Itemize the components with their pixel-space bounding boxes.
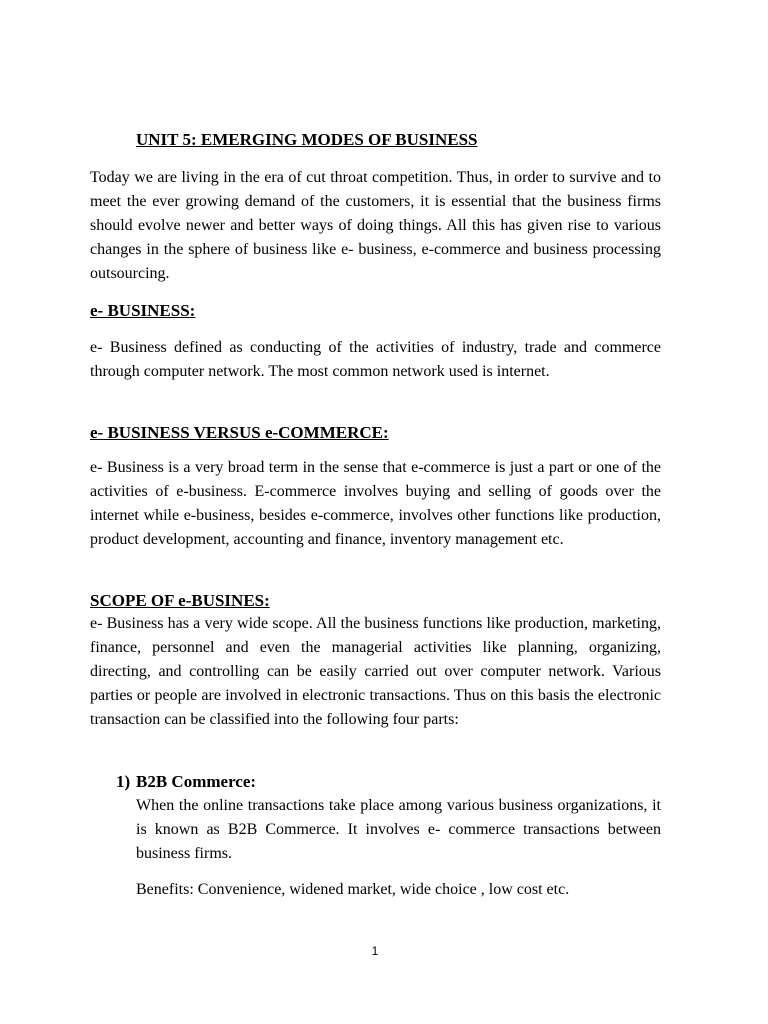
- section-paragraph-business-vs-commerce: e- Business is a very broad term in the sense that e-commerce is just a part or one of the activities of e-business. E-commerce involves buying and selling of goods over the internet while e-business, besides e-commerce, involves other functions like production, product development, accounting and finance, inventory management etc.: [90, 459, 661, 548]
- intro-paragraph: Today we are living in the era of cut throat competition. Thus, in order to survive and to meet the ever growing demand of the customers, it is essential that the business firms should evolve newer and better ways of doing things. All this has given rise to various changes in the sphere of business like e- business, e-commerce and business processing outsourcing.: [90, 169, 661, 282]
- list-item-text: When the online transactions take place among various business organizations, it is known as B2B Commerce. It involves e- commerce transactions between business firms.: [136, 797, 661, 862]
- section-paragraph-scope: e- Business has a very wide scope. All the business functions like production, marketing, finance, personnel and even the managerial activities like planning, organizing, directing, and controlling can be easily carried out over computer network. Various parties or people are involved in electronic transactions. Thus on this basis the electronic transaction can be classified into the following four parts:: [90, 615, 661, 728]
- section-heading-business-vs-commerce: e- BUSINESS VERSUS e-COMMERCE:: [90, 423, 389, 442]
- list-item-benefits: Benefits: Convenience, widened market, wide choice , low cost etc.: [136, 881, 570, 898]
- page-number: 1: [371, 944, 379, 958]
- document-title: UNIT 5: EMERGING MODES OF BUSINESS: [136, 130, 478, 149]
- section-heading-e-business: e- BUSINESS:: [90, 301, 196, 320]
- section-heading-scope: SCOPE OF e-BUSINES:: [90, 591, 270, 610]
- list-item-title: B2B Commerce:: [136, 772, 257, 791]
- section-paragraph-e-business: e- Business defined as conducting of the activities of industry, trade and commerce through computer network. The most common network used is internet.: [90, 339, 661, 380]
- list-item-number: 1): [116, 772, 131, 791]
